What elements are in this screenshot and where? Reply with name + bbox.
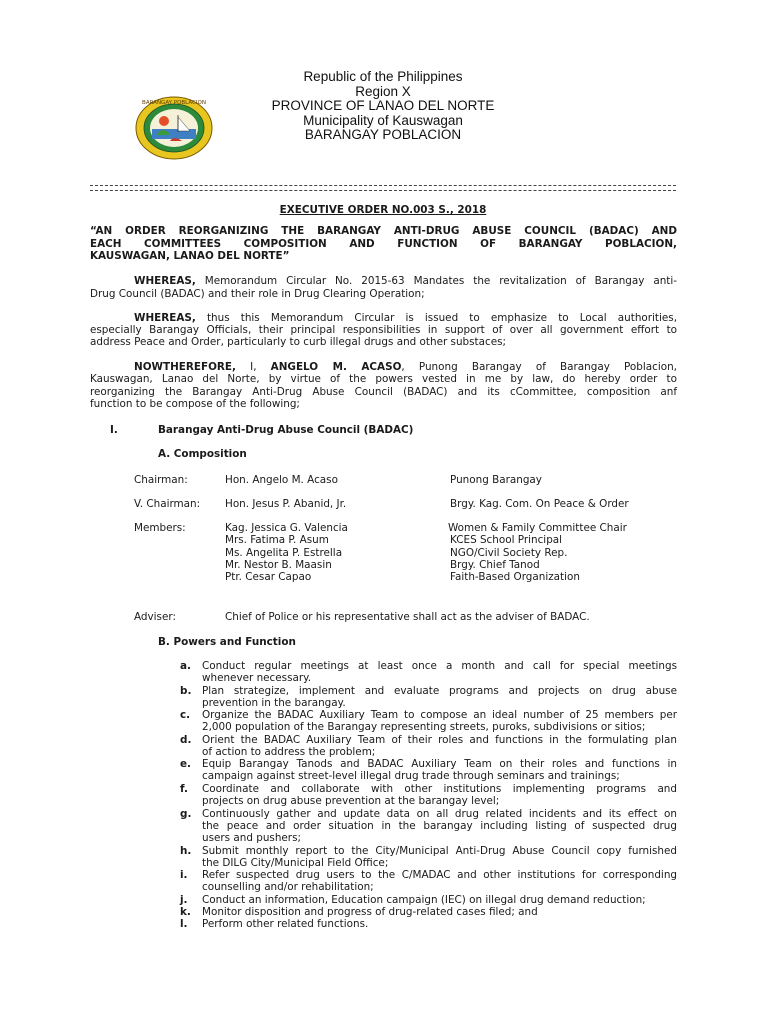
member-position: Women & Family Committee Chair [448,522,627,534]
members-label: Members: [134,522,186,534]
nowtherefore-line-4: function to be compose of the following; [90,398,300,410]
function-text: Plan strategize, implement and evaluate programs and projects on drug abuse [202,685,677,697]
whereas-2-line-3: address Peace and Order, particularly to curb illegal drugs and other substaces; [90,336,507,348]
whereas-2-line-2: especially Barangay Officials, their principal responsibilities in support of over all government effort to [90,324,677,336]
function-letter: d. [180,734,192,746]
section-1-title: Barangay Anti-Drug Abuse Council (BADAC) [158,424,414,436]
function-letter: h. [180,845,192,857]
whereas-1-text: Memorandum Circular No. 2015-63 Mandates the revitalization of Barangay anti- [204,275,678,287]
member-name: Mr. Nestor B. Maasin [225,559,332,571]
function-text: projects on drug abuse prevention at the barangay level; [202,795,500,807]
section-1-numeral: I. [110,424,118,436]
vice-chairman-name: Hon. Jesus P. Abanid, Jr. [225,498,347,510]
nowtherefore-text: , Punong Barangay of Barangay Poblacion, [401,361,677,373]
whereas-2-keyword: WHEREAS, [134,312,196,324]
nowtherefore-line-1 [134,361,677,373]
whereas-2-text: thus this Memorandum Circular is issued to emphasize to Local authorities, [206,312,678,324]
function-text: 2,000 population of the Barangay representing streets, puroks, subdivisions or sitios; [202,721,646,733]
function-text: of action to address the problem; [202,746,376,758]
header-municipality: Municipality of Kauswagan [303,112,463,128]
chairman-label: Chairman: [134,474,188,486]
function-letter: j. [180,894,188,906]
function-text: Coordinate and collaborate with other institutions implementing programs and [202,783,677,795]
function-letter: a. [180,660,191,672]
header-region: Region X [355,83,411,99]
adviser-label: Adviser: [134,611,176,623]
function-text: Equip Barangay Tanods and BADAC Auxiliary Team on their roles and functions in [202,758,677,770]
member-name: Ptr. Cesar Capao [225,571,312,583]
chairman-name: Hon. Angelo M. Acaso [225,474,338,486]
function-text: Organize the BADAC Auxiliary Team to compose an ideal number of 25 members per [202,709,677,721]
function-text: prevention in the barangay. [202,697,346,709]
function-letter: c. [180,709,191,721]
nowtherefore-line-3: reorganizing the Barangay Anti-Drug Abuse Council (BADAC) and its cCommittee, composition anf [90,386,677,398]
function-text: Refer suspected drug users to the C/MADAC and other institutions for corresponding [202,869,677,881]
header-divider-top [90,185,676,186]
header-republic: Republic of the Philippines [303,69,463,84]
function-text: Conduct an information, Education campaign (IEC) on illegal drug demand reduction; [202,894,646,906]
function-letter: g. [180,808,192,820]
function-letter: k. [180,906,191,918]
header-barangay: BARANGAY POBLACION [304,127,462,142]
member-position: NGO/Civil Society Rep. [450,547,568,559]
function-text: the peace and order situation in the barangay including listing of suspected drug [202,820,677,832]
function-letter: i. [180,869,188,881]
nowtherefore-pronoun: I, [250,361,257,373]
whereas-1-line-2: Drug Council (BADAC) and their role in Drug Clearing Operation; [90,288,425,300]
subject-line-2: EACH COMMITTEES COMPOSITION AND FUNCTION OF BARANGAY POBLACION, [90,238,677,250]
nowtherefore-keyword: NOWTHEREFORE, [134,361,236,373]
member-name: Kag. Jessica G. Valencia [225,522,348,534]
svg-text:BARANGAY POBLACION: BARANGAY POBLACION [142,100,206,106]
member-position: Brgy. Chief Tanod [450,559,540,571]
vice-chairman-position: Brgy. Kag. Com. On Peace & Order [450,498,629,510]
function-text: Submit monthly report to the City/Municipal Anti-Drug Abuse Council copy furnished [202,845,677,857]
function-text: users and pushers; [202,832,301,844]
header-province: PROVINCE OF LANAO DEL NORTE [271,98,495,113]
function-letter: l. [180,918,188,930]
function-text: Conduct regular meetings at least once a month and call for special meetings [202,660,677,672]
executive-order-title: EXECUTIVE ORDER NO.003 S., 2018 [279,204,487,216]
function-text: Perform other related functions. [202,918,369,930]
function-text: counselling and/or rehabilitation; [202,881,374,893]
function-text: Orient the BADAC Auxiliary Team of their roles and functions in the formulating plan [202,734,677,746]
chairman-position: Punong Barangay [450,474,542,486]
header-divider-bottom [90,190,676,191]
function-letter: e. [180,758,191,770]
function-text: Monitor disposition and progress of drug-related cases filed; and [202,906,538,918]
member-name: Mrs. Fatima P. Asum [225,534,329,546]
member-position: KCES School Principal [450,534,563,546]
nowtherefore-line-2: Kauswagan, Lanao del Norte, by virtue of the powers vested in me by law, do hereby order to [90,373,677,385]
function-text: campaign against street-level illegal drug trade through seminars and trainings; [202,770,620,782]
section-b-title: B. Powers and Function [158,636,296,648]
adviser-text: Chief of Police or his representative shall act as the adviser of BADAC. [225,611,590,623]
whereas-1-keyword: WHEREAS, [134,275,196,287]
function-text: Continuously gather and update data on all drug related incidents and its effect on [202,808,677,820]
subject-line-3: KAUSWAGAN, LANAO DEL NORTE” [90,250,290,262]
function-letter: b. [180,685,192,697]
member-name: Ms. Angelita P. Estrella [225,547,343,559]
punong-barangay-name: ANGELO M. ACASO [270,361,402,373]
member-position: Faith-Based Organization [450,571,580,583]
subject-line-1: “AN ORDER REORGANIZING THE BARANGAY ANTI-DRUG ABUSE COUNCIL (BADAC) AND [90,225,677,237]
vice-chairman-label: V. Chairman: [134,498,201,510]
function-text: whenever necessary. [202,672,312,684]
whereas-2-line-1 [134,312,677,324]
section-a-title: A. Composition [158,448,247,460]
function-text: the DILG City/Municipal Field Office; [202,857,389,869]
function-letter: f. [180,783,188,795]
whereas-1-line-1 [134,275,677,287]
